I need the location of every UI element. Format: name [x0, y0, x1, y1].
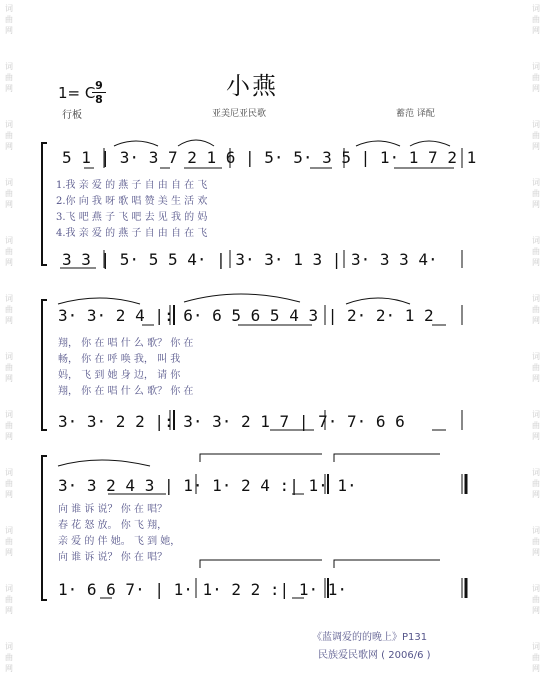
watermark-char: 曲 [5, 247, 13, 256]
watermark-char: 词 [532, 642, 540, 651]
watermark-char: 词 [5, 294, 13, 303]
system-3-lyric-verse-4: 向 谁 诉 说？ 你 在 唱？ [58, 552, 168, 563]
system-3-lyric-verse-1: 向 谁 诉 说？ 你 在 唱？ [58, 504, 168, 515]
volta-1-bracket-lower [200, 560, 322, 568]
watermark-char: 曲 [532, 189, 540, 198]
system-3-lyric-verse-3: 亲 爱 的 伴 她。 飞 到 她， [58, 536, 181, 547]
watermark-char: 词 [5, 642, 13, 651]
watermark-char: 网 [5, 374, 13, 383]
system-1-lyric-verse-1: 1.我 亲 爱 的 燕 子 自 由 自 在 飞 [56, 180, 208, 191]
watermark-char: 网 [532, 200, 540, 209]
watermark-char: 曲 [5, 189, 13, 198]
system-2-lyric-verse-2: 畅， 你 在 呼 唤 我， 叫 我 [58, 354, 181, 365]
watermark-char: 词 [532, 236, 540, 245]
watermark-char: 网 [5, 548, 13, 557]
watermark-char: 词 [532, 294, 540, 303]
watermark-char: 网 [5, 200, 13, 209]
system-1-lyric-verse-3: 3.飞 吧 燕 子 飞 吧 去 见 我 的 妈 [56, 212, 208, 223]
volta-2-bracket [334, 454, 440, 462]
watermark-char: 网 [5, 84, 13, 93]
system-2-lyric-verse-4: 翔， 你 在 唱 什 么 歌？ 你 在 [58, 386, 194, 397]
watermark-char: 词 [5, 468, 13, 477]
song-origin: 亚美尼亚民歌 [212, 109, 267, 119]
watermark-char: 词 [5, 62, 13, 71]
watermark-char: 曲 [532, 15, 540, 24]
watermark-char: 网 [5, 490, 13, 499]
watermark-char: 网 [5, 432, 13, 441]
watermark-char: 网 [532, 432, 540, 441]
watermark-char: 词 [5, 352, 13, 361]
system-2-lyric-verse-1: 翔， 你 在 唱 什 么 歌？ 你 在 [58, 338, 194, 349]
watermark-char: 曲 [532, 653, 540, 662]
watermark-char: 词 [5, 178, 13, 187]
slur-3 [356, 141, 400, 146]
watermark-char: 词 [532, 62, 540, 71]
watermark-char: 词 [532, 178, 540, 187]
system-1-lyric-verse-4: 4.我 亲 爱 的 燕 子 自 由 自 在 飞 [56, 228, 208, 239]
watermark-char: 网 [5, 316, 13, 325]
system-1-lyric-verse-2: 2.你 向 我 呀 歌 唱 赞 美 生 活 欢 [56, 196, 208, 207]
watermark-char: 词 [5, 236, 13, 245]
slur-8 [58, 460, 150, 466]
watermark-char: 网 [532, 84, 540, 93]
volta-2-bracket-lower [334, 560, 440, 568]
watermark-char: 网 [532, 258, 540, 267]
watermark-char: 曲 [532, 247, 540, 256]
system-2-voice-1: 3· 3· 2 4 |: 6· 6 5 6 5 4 3 | 2· 2· 1 2 [58, 306, 434, 325]
song-title: 小燕 [226, 72, 278, 100]
time-signature-top: 9 [95, 79, 103, 92]
watermark-char: 曲 [532, 73, 540, 82]
watermark-char: 网 [532, 316, 540, 325]
watermark-char: 网 [532, 142, 540, 151]
time-signature-bottom: 8 [95, 93, 103, 106]
watermark-char: 词 [5, 526, 13, 535]
watermark-char: 曲 [5, 15, 13, 24]
watermark-char: 曲 [532, 131, 540, 140]
watermark-char: 曲 [532, 479, 540, 488]
watermark-char: 曲 [5, 305, 13, 314]
watermark-char: 词 [532, 410, 540, 419]
system-2-lyric-verse-3: 妈， 飞 到 她 身 边， 请 你 [58, 370, 181, 381]
slur-5 [58, 298, 140, 304]
watermark-char: 网 [532, 490, 540, 499]
watermark-char: 曲 [532, 595, 540, 604]
watermark-char: 词 [5, 584, 13, 593]
watermark-char: 网 [532, 548, 540, 557]
watermark-char: 网 [532, 606, 540, 615]
watermark-char: 网 [5, 606, 13, 615]
volta-1-bracket [200, 454, 322, 462]
watermark-char: 曲 [5, 421, 13, 430]
system-1-voice-1: 5 1 | 3· 3 7 2 1 6 | 5· 5· 3 5 | 1· 1 7 2 1 [62, 148, 477, 167]
tempo-marking: 行板 [62, 110, 82, 121]
watermark-char: 网 [532, 26, 540, 35]
watermark-char: 词 [5, 120, 13, 129]
system-2-voice-2: 3· 3· 2 2 |: 3· 3· 2 1 7 | 7· 7· 6 6 [58, 412, 405, 431]
watermark-char: 网 [5, 142, 13, 151]
watermark-char: 网 [532, 374, 540, 383]
system-3-voice-2: 1· 6 6 7· | 1· 1· 2 2 :| 1· 1· [58, 580, 347, 599]
watermark-char: 曲 [5, 363, 13, 372]
watermark-char: 曲 [532, 537, 540, 546]
watermark-char: 词 [532, 352, 540, 361]
watermark-char: 词 [532, 468, 540, 477]
watermark-char: 网 [5, 26, 13, 35]
system-3-brace [42, 456, 47, 600]
watermark-char: 曲 [5, 537, 13, 546]
watermark-char: 词 [532, 4, 540, 13]
system-2-brace [42, 300, 47, 430]
watermark-char: 曲 [5, 595, 13, 604]
watermark-char: 曲 [5, 653, 13, 662]
watermark-char: 曲 [5, 131, 13, 140]
watermark-char: 词 [532, 120, 540, 129]
footer-site-line: 民族爱民歌网 ( 2006/6 ) [318, 650, 431, 661]
key-signature: 1= C [58, 84, 96, 102]
watermark-char: 网 [5, 664, 13, 673]
system-1-voice-2: 3 3 | 5· 5 5 4· | 3· 3· 1 3 | 3· 3 3 4· [62, 250, 438, 269]
slur-4 [410, 141, 450, 146]
slur-7 [346, 298, 410, 304]
watermark-char: 网 [532, 664, 540, 673]
watermark-char: 曲 [5, 479, 13, 488]
watermark-char: 曲 [532, 305, 540, 314]
watermark-char: 词 [5, 410, 13, 419]
watermark-char: 词 [532, 584, 540, 593]
system-1-brace [42, 143, 47, 265]
system-3-voice-1: 3· 3 2 4 3 | 1· 1· 2 4 :| 1· 1· [58, 476, 357, 495]
slur-2 [178, 140, 214, 146]
watermark-char: 曲 [532, 363, 540, 372]
watermark-char: 曲 [5, 73, 13, 82]
slur-1 [114, 141, 158, 146]
watermark-char: 曲 [532, 421, 540, 430]
footer-source-line: 《蓝调爱的的晚上》P131 [312, 632, 428, 643]
watermark-char: 词 [5, 4, 13, 13]
translator-credit: 蓄范 译配 [396, 109, 435, 119]
watermark-char: 词 [532, 526, 540, 535]
system-3-lyric-verse-2: 春 花 怒 放。 你 飞 翔， [58, 520, 168, 531]
slur-6 [184, 294, 300, 302]
watermark-char: 网 [5, 258, 13, 267]
